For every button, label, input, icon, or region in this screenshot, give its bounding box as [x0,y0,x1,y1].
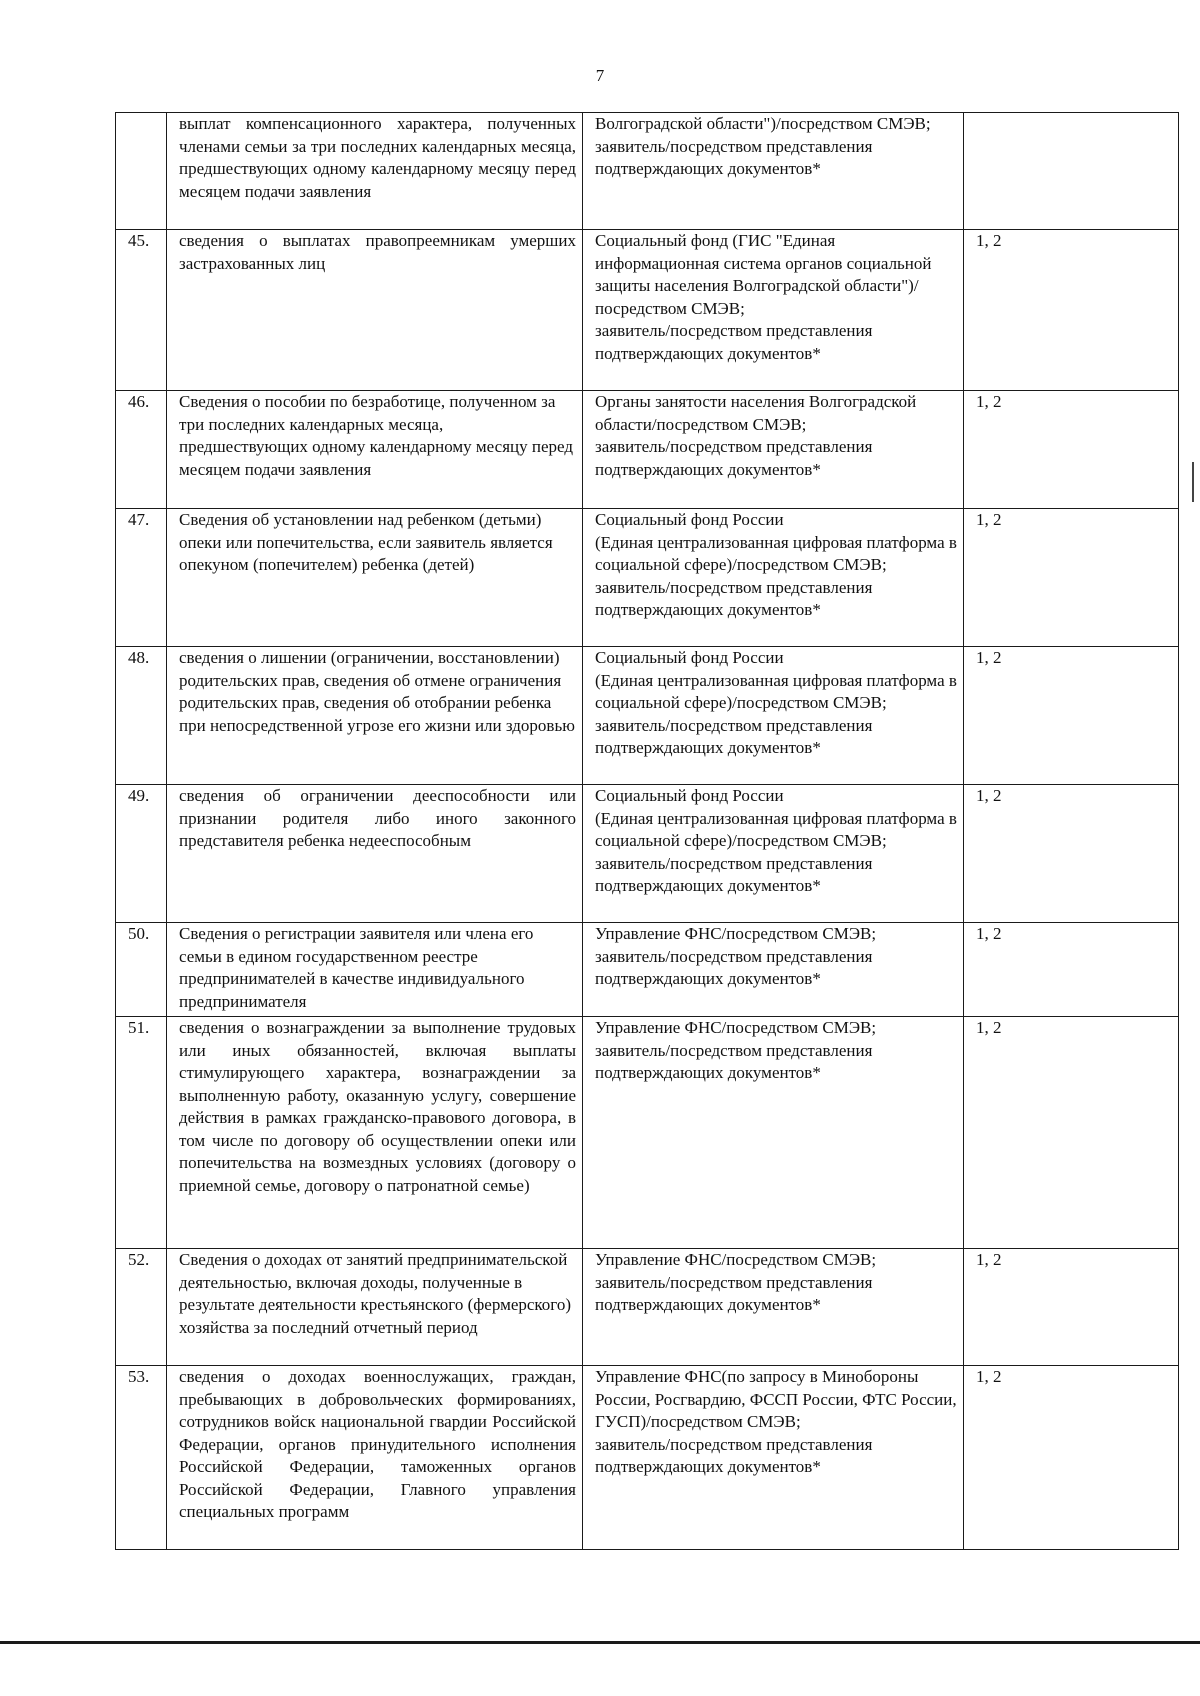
row-number: 51. [116,1017,167,1249]
row-description: сведения о выплатах правопреемникам умерших застрахованных лиц [167,230,583,391]
row-source: Управление ФНС/посредством СМЭВ; заявитель/посредством представления подтверждающих документов* [583,1017,964,1249]
row-description: сведения о лишении (ограничении, восстановлении) родительских прав, сведения об отмене ограничения родительских прав, сведения об отобрании ребенка при непосредственной угрозе его жизни или здоровью [167,647,583,785]
row-stages: 1, 2 [964,923,1179,1017]
table-row [116,923,1179,1017]
row-description: Сведения о пособии по безработице, полученном за три последних календарных месяца, предшествующих одному календарному месяцу перед месяцем подачи заявления [167,391,583,509]
row-stages: 1, 2 [964,1017,1179,1249]
row-description: сведения о доходах военнослужащих, граждан, пребывающих в добровольческих формированиях, сотрудников войск национальной гвардии Российской Федерации, органов принудительного исполнения Российской Федерации, таможенных органов Российской Федерации, Главного управления специальных программ [167,1366,583,1550]
row-description: сведения об ограничении дееспособности или признании родителя либо иного законного представителя ребенка недееспособным [167,785,583,923]
row-number: 50. [116,923,167,1017]
row-source: Социальный фонд России (Единая централизованная цифровая платформа в социальной сфере)/посредством СМЭВ; заявитель/посредством представления подтверждающих документов* [583,785,964,923]
row-number [116,113,167,230]
row-source: Управление ФНС(по запросу в Минобороны России, Росгвардию, ФССП России, ФТС России, ГУСП)/посредством СМЭВ; заявитель/посредством представления подтверждающих документов* [583,1366,964,1550]
row-number: 47. [116,509,167,647]
table-row [116,785,1179,923]
row-stages: 1, 2 [964,230,1179,391]
row-source: Социальный фонд России (Единая централизованная цифровая платформа в социальной сфере)/посредством СМЭВ; заявитель/посредством представления подтверждающих документов* [583,647,964,785]
scan-artifact-line [0,1641,1200,1644]
row-number: 48. [116,647,167,785]
row-stages: 1, 2 [964,1366,1179,1550]
row-number: 52. [116,1249,167,1366]
row-stages: 1, 2 [964,785,1179,923]
table-row [116,230,1179,391]
row-source: Управление ФНС/посредством СМЭВ; заявитель/посредством представления подтверждающих документов* [583,1249,964,1366]
row-source: Социальный фонд (ГИС "Единая информационная система органов социальной защиты населения Волгоградской области")/посредством СМЭВ; заявитель/посредством представления подтверждающих документов* [583,230,964,391]
row-source: Органы занятости населения Волгоградской области/посредством СМЭВ; заявитель/посредством представления подтверждающих документов* [583,391,964,509]
table-row [116,1249,1179,1366]
row-source: Социальный фонд России (Единая централизованная цифровая платформа в социальной сфере)/посредством СМЭВ; заявитель/посредством представления подтверждающих документов* [583,509,964,647]
row-description: Сведения о доходах от занятий предпринимательской деятельностью, включая доходы, полученные в результате деятельности крестьянского (фермерского) хозяйства за последний отчетный период [167,1249,583,1366]
row-stages: 1, 2 [964,509,1179,647]
row-description: сведения о вознаграждении за выполнение трудовых или иных обязанностей, включая выплаты стимулирующего характера, вознаграждении за выполненную работу, оказанную услугу, совершение действия в рамках гражданско-правового договора, в том числе по договору об осуществлении опеки или попечительства на возмездных условиях (договору о приемной семье, договору о патронатной семье) [167,1017,583,1249]
row-description: Сведения об установлении над ребенком (детьми) опеки или попечительства, если заявитель является опекуном (попечителем) ребенка (детей) [167,509,583,647]
table-row [116,647,1179,785]
row-stages: 1, 2 [964,391,1179,509]
row-number: 53. [116,1366,167,1550]
table-row [116,391,1179,509]
table-row [116,113,1179,230]
table-row [116,1366,1179,1550]
row-number: 49. [116,785,167,923]
scan-artifact-mark [1192,462,1194,502]
row-description: выплат компенсационного характера, полученных членами семьи за три последних календарных месяца, предшествующих одному календарному месяцу перед месяцем подачи заявления [167,113,583,230]
table-row [116,1017,1179,1249]
row-source: Управление ФНС/посредством СМЭВ; заявитель/посредством представления подтверждающих документов* [583,923,964,1017]
row-source: Волгоградской области")/посредством СМЭВ; заявитель/посредством представления подтверждающих документов* [583,113,964,230]
row-stages [964,113,1179,230]
table-row [116,509,1179,647]
row-number: 45. [116,230,167,391]
documents-table [115,112,1179,1550]
row-description: Сведения о регистрации заявителя или члена его семьи в едином государственном реестре предпринимателей в качестве индивидуального предпринимателя [167,923,583,1017]
row-stages: 1, 2 [964,647,1179,785]
page-number: 7 [595,66,605,85]
row-stages: 1, 2 [964,1249,1179,1366]
row-number: 46. [116,391,167,509]
